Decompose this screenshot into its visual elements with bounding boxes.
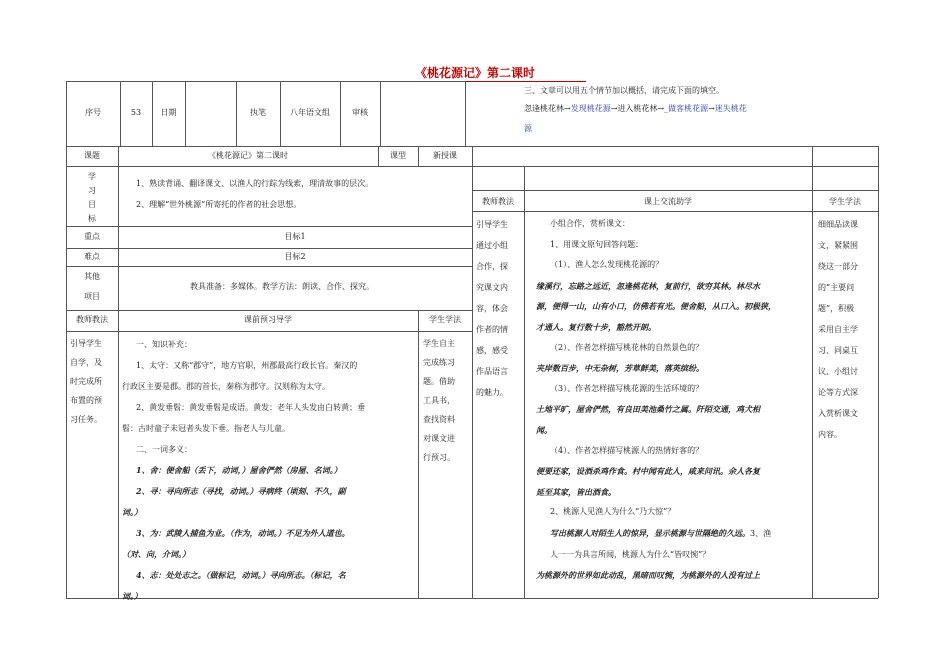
key-label: 重点 [84,232,100,241]
goal-label-3: 目 [88,200,96,209]
goal-label-4: 标 [88,214,96,223]
seq-value: 53 [130,108,142,117]
summary-seg-2: →进入桃花林→ [610,104,665,113]
left-student-header: 学生学法 [429,315,461,324]
summary-answer-1: 发现桃花源 [570,104,611,113]
topic-value: 《桃花源记》第二课时 [208,151,288,160]
summary-seg-1: 忽逢桃花林→ [524,104,571,113]
author-label: 执笔 [250,108,266,117]
right-teacher-header: 教师教法 [482,197,514,206]
other-label-2: 项目 [84,292,100,301]
summary-answer-3: 迷失桃花 [714,104,747,113]
right-student-method: 细细品读课 文，紧紧围 绕这一部分 的“主要问 题”，积极 采用自主学 习、同桌互 议、小组讨 论等方式深 入赏析课文 内容。 [818,220,858,439]
right-teacher-method: 引导学生 通过小组 合作，探 究课文内 容，体会 作者的情 感，感受 作品语言 的魅力。 [476,220,508,397]
summary-answer-2: _做客桃花源 [664,104,709,113]
summary-seg-3: → [708,104,715,113]
other-label-1: 其他 [84,272,100,281]
left-student-method: 学生自主 完成练习 题。借助 工具书， 查找资料 对课文进 行预习。 [423,339,455,462]
key-value: 目标1 [284,232,306,241]
summary-answer-3-cont: 源 [524,124,532,133]
summary-question: 三、文章可以用五个情节加以概括，请完成下面的填空。 [524,86,724,95]
left-center-content: 一、知识补充： 1、太守：又称“郡守”，地方官职，州郡最高行政长官。秦汉的 行政区主要是郡。郡的首长，秦称为郡守。汉则称为太守。 2、黄发垂髫：黄发垂髫是成语。黄发：老年人头发由白转黄；垂 髫：古时童子未冠者头发下垂。指老人与儿童。 二、一词多义： 1、舍：便舍船（丢下，动词，）屋舍俨然（房屋、名词。） 2、寻：寻向所志（寻找，动词。）寻病终（顷刻、不久，副 词。） 3、为：武陵人捕鱼为业。（作为，动词。）不足为外人道也。 （对、向，介词。） 4、志：处处志之。（做标记，动词。）寻向所志。（标记，名 词。） [122,340,366,601]
topic-label: 课题 [84,151,100,160]
left-center-header: 课前预习导学 [244,315,292,324]
right-student-header: 学生学法 [829,197,861,206]
type-label: 课型 [390,151,406,160]
date-label: 日期 [160,108,177,117]
goal-2: 2、理解“世外桃源”所寄托的作者的社会思想。 [136,200,302,209]
goal-label-1: 学 [88,172,96,181]
seq-label: 序号 [85,108,101,117]
review-label: 审核 [352,108,368,117]
diff-label: 难点 [84,252,100,261]
left-teacher-header: 教师教法 [76,315,108,324]
summary-fill-line [524,102,747,116]
diff-value: 目标2 [284,252,306,261]
other-value: 教具准备：多媒体。教学方法：朗读、合作、探究。 [190,282,374,291]
goal-1: 1、熟读背诵、翻译课文、以渔人的行踪为线索，理清故事的层次。 [136,179,374,188]
right-center-header: 课上交流助学 [644,197,692,206]
author-value: 八年语文组 [290,108,330,117]
left-teacher-method: 引导学生 自学，及 时完成所 布置的预 习任务。 [70,339,102,424]
right-center-content: 小组合作，赏析课文： 1、用课文原句回答问题： （1）、渔人怎么发现桃花源的？ 缘溪行，忘路之远近，忽逢桃花林，复前行，欲穷其林。林尽水 源，便得一山，山有小口，仿佛若有光。便舍船，从口入。初极狭， 才通人。复行数十步，豁然开朗。 （2）、作者怎样描写桃花林的自然景色的？ 夹岸数百步，中无杂树，芳草鲜美，落英缤纷。 （3）、作者怎样描写桃花源的生活环境的？ 土地平旷，屋舍俨然，有良田美池桑竹之属。阡陌交通，鸡犬相 闻。 （4）、作者怎样描写桃源人的热情好客的？ 便要还家，设酒杀鸡作食。村中闻有此人，咸来问讯。余人各复 延至其家，皆出酒食。 2、桃源人见渔人为什么“乃大惊”？ 写出桃源人对陌生人的惊异，显示桃源与世隔绝的久远。3、渔 人一一为具言所闻，桃源人为什么“皆叹惋”？ 为桃源外的世界如此动乱，黑暗而叹惋，为桃源外的人没有过上 [536,219,776,581]
type-value: 新授课 [433,151,457,160]
document-title: 《桃花源记》第二课时 [414,66,535,80]
goal-label-2: 习 [88,186,96,195]
